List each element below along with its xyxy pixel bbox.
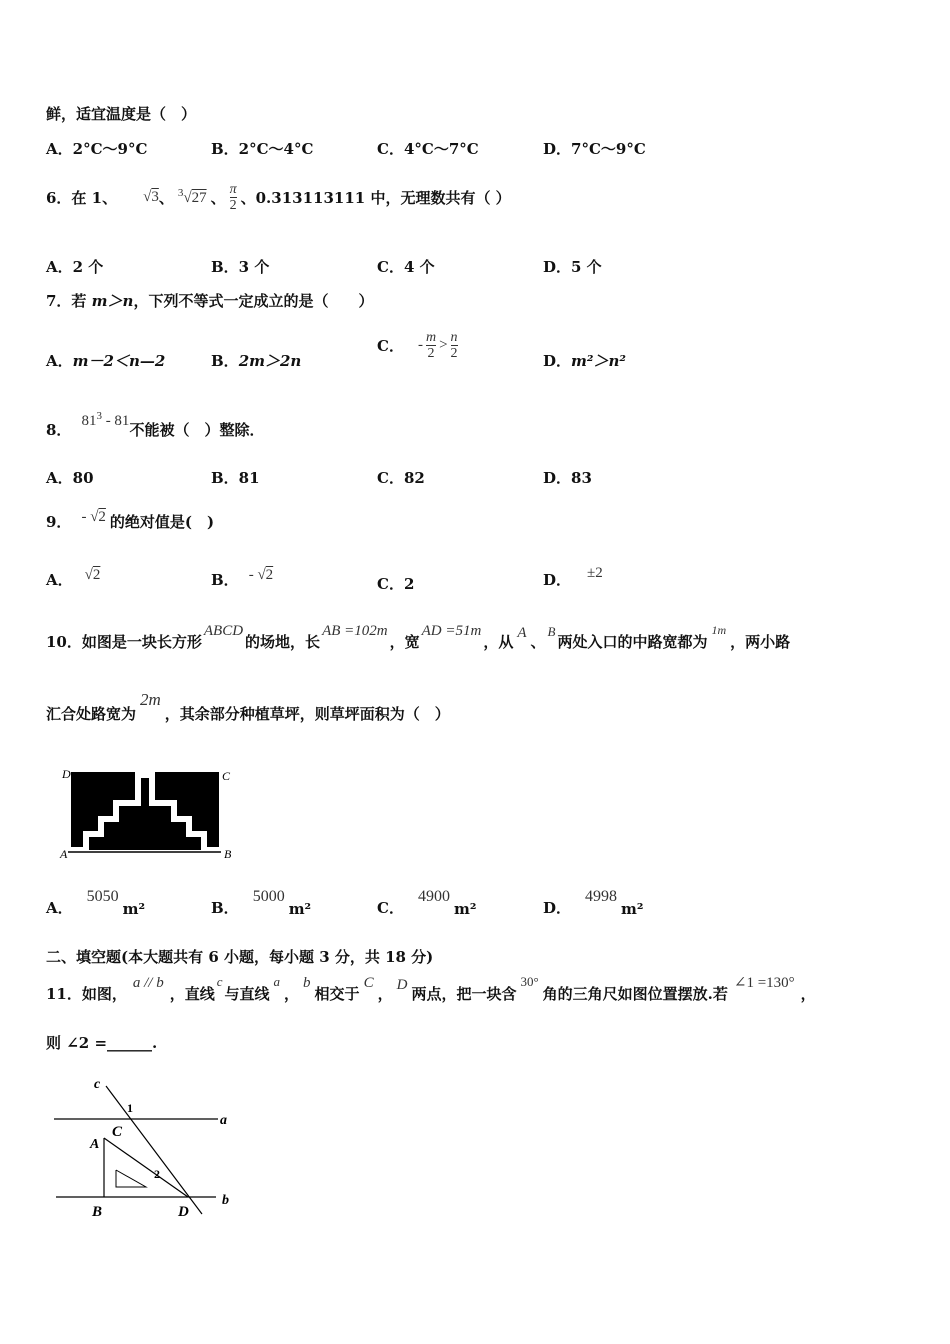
q11-figure-side-ad — [104, 1138, 188, 1197]
q8-number: 8． — [46, 421, 72, 439]
q10-ab-length: AB =102m — [322, 623, 388, 639]
q11-figure-label-c-line: c — [94, 1077, 101, 1092]
q8-option-a[interactable]: A．80 — [46, 469, 94, 487]
q11-line-b: b — [303, 975, 311, 991]
q7-stem: 7．若 m＞n，下列不等式一定成立的是（ ） — [46, 292, 374, 310]
q7-option-c-label: C． — [377, 336, 404, 355]
q10-option-a-label: A． — [46, 899, 73, 917]
q6-option-a[interactable]: A．2 个 — [46, 258, 104, 276]
q9-stem — [46, 500, 214, 532]
q9-option-d[interactable] — [543, 558, 603, 590]
q10-option-c[interactable] — [377, 884, 476, 918]
q7-option-c[interactable] — [377, 322, 458, 368]
q11-figure-label-b-point: B — [92, 1204, 103, 1220]
q11-figure-label-2: 2 — [154, 1167, 160, 1181]
q8-stem — [46, 408, 264, 440]
q11-text-9: ， — [800, 985, 816, 1003]
q9-option-c[interactable]: C．2 — [377, 575, 415, 593]
q9-option-b-label: B． — [211, 571, 239, 589]
q7-option-c-frac-m: $\frac{m}{2}$ — [425, 329, 437, 361]
q6-option-b[interactable]: B．3 个 — [211, 258, 270, 276]
q5-stem: 鲜，适宜温度是（ ） — [46, 105, 197, 123]
q6-stem — [46, 172, 511, 222]
q6-option-d[interactable]: D．5 个 — [543, 258, 602, 276]
q11-text-3: 与直线 — [224, 985, 270, 1003]
q8-stem-text: 不能被（ ）整除． — [129, 421, 265, 439]
q9-option-d-label: D． — [543, 571, 572, 589]
q9-option-b[interactable] — [211, 558, 273, 590]
q10-abcd: ABCD — [203, 623, 244, 639]
q10-figure — [58, 764, 243, 864]
q10-figure-label-c: C — [222, 769, 231, 783]
q11-text-1: 11．如图， — [46, 985, 127, 1003]
q11-text-4: ， — [284, 985, 300, 1003]
q10-option-a-value: 5050 — [86, 888, 119, 905]
q10-option-b-unit: m² — [288, 900, 312, 918]
q11-angle-30: 30° — [520, 974, 539, 989]
q11-angle-1: ∠1 =130° — [733, 975, 795, 991]
q10-figure-label-b: B — [224, 847, 232, 861]
q11-figure-inner-triangle — [116, 1170, 146, 1187]
q10-option-d-unit: m² — [621, 900, 644, 918]
q9-option-a[interactable] — [46, 558, 100, 590]
q10-text-5: 、 — [530, 633, 546, 651]
q5-option-a[interactable]: A．2°C～9°C — [46, 140, 148, 158]
q7-option-a[interactable]: A．m－2＜n—2 — [46, 352, 166, 370]
q7-option-c-frac-n: $\frac{n}{2}$ — [450, 329, 458, 361]
q10-option-b[interactable] — [211, 884, 311, 918]
q10-stem-line1 — [46, 612, 790, 652]
q5-option-b[interactable]: B．2°C～4°C — [211, 140, 314, 158]
q10-text-9: ，其余部分种植草坪，则草坪面积为（ ） — [164, 705, 450, 723]
q9-number: 9． — [46, 513, 72, 531]
q10-point-b: B — [547, 624, 556, 639]
q6-sep2: 、 — [210, 188, 226, 207]
q10-option-c-unit: m² — [453, 900, 477, 918]
q8-option-c[interactable]: C．82 — [377, 469, 425, 487]
q10-stem-line2 — [46, 688, 450, 724]
q11-text-2: ，直线 — [169, 985, 215, 1003]
q9-option-d-value: ±2 — [587, 565, 603, 581]
q10-option-c-value: 4900 — [417, 888, 450, 905]
q6-sqrt3: √3 — [143, 188, 159, 205]
q11-stem-line2: 则 ∠2 =______. — [46, 1034, 158, 1052]
q10-text-2: 的场地，长 — [245, 633, 321, 651]
q11-figure-label-a: a — [220, 1113, 227, 1128]
q10-text-1: 10．如图是一块长方形 — [46, 633, 202, 651]
q11-text-5: 相交于 — [314, 985, 360, 1003]
q7-option-c-gt: > — [439, 336, 448, 353]
q10-option-c-label: C． — [377, 899, 404, 917]
q6-sep1: 、 — [158, 188, 174, 207]
q10-figure-label-d: D — [62, 767, 71, 781]
q5-option-d[interactable]: D．7°C～9°C — [543, 140, 646, 158]
q11-figure-label-b: b — [222, 1193, 229, 1208]
q10-option-b-label: B． — [211, 899, 239, 917]
section-fill-in-title: 二、填空题(本大题共有 6 小题，每小题 3 分，共 18 分) — [46, 948, 434, 966]
q8-option-b[interactable]: B．81 — [211, 469, 260, 487]
q10-option-a[interactable] — [46, 884, 145, 918]
q9-expression: - √2 — [81, 509, 106, 525]
q10-option-a-unit: m² — [122, 900, 146, 918]
q6-stem-rest: 、0.313113111 中，无理数共有（ ） — [240, 188, 511, 207]
q9-option-a-value: √2 — [84, 567, 101, 583]
q10-ad-width: AD =51m — [421, 623, 482, 639]
q10-width-2m: 2m — [140, 690, 161, 709]
q6-cbrt27: $^3$√27 — [177, 187, 207, 206]
q11-figure-label-1: 1 — [127, 1101, 133, 1115]
q11-text-8: 角的三角尺如图位置摆放.若 — [542, 985, 728, 1003]
q10-point-a: A — [517, 625, 527, 641]
q10-text-3: ，宽 — [389, 633, 420, 651]
q11-point-c: C — [363, 975, 374, 991]
q9-option-b-value: - √2 — [248, 567, 274, 583]
q10-text-6: 两处入口的中路宽都为 — [557, 633, 708, 651]
q7-option-b[interactable]: B．2m＞2n — [211, 352, 302, 370]
q11-line-a: a — [273, 974, 281, 989]
q10-text-4: ，从 — [483, 633, 514, 651]
q6-number: 6．在 1、 — [46, 188, 118, 207]
q11-figure-label-a-point: A — [90, 1137, 100, 1152]
q9-option-a-label: A． — [46, 571, 73, 589]
q5-option-c[interactable]: C．4°C～7°C — [377, 140, 479, 158]
q11-parallel: a // b — [132, 975, 164, 991]
q6-option-c[interactable]: C．4 个 — [377, 258, 435, 276]
q10-option-d[interactable] — [543, 884, 643, 918]
q10-option-d-label: D． — [543, 899, 572, 917]
q11-figure — [50, 1072, 250, 1222]
q10-text-7: ，两小路 — [730, 633, 791, 651]
q11-figure-label-d-point: D — [178, 1204, 189, 1220]
q11-line-c: c — [216, 974, 223, 989]
q10-width-1m: 1m — [711, 623, 727, 637]
q9-stem-text: 的绝对值是( ) — [109, 513, 215, 531]
q11-text-6: ， — [377, 985, 393, 1003]
q11-point-d: D — [396, 977, 408, 993]
q8-option-d[interactable]: D．83 — [543, 469, 592, 487]
q7-option-d[interactable]: D．m²＞n² — [543, 352, 626, 370]
q10-option-d-value: 4998 — [585, 888, 618, 905]
q10-option-b-value: 5000 — [252, 888, 285, 905]
q8-expression: $81^3 - 81$ — [81, 410, 130, 429]
q11-figure-label-c-point: C — [112, 1124, 123, 1140]
q6-pi-over-2: $\frac{\pi}{2}$ — [229, 181, 237, 213]
q10-figure-label-a: A — [60, 847, 68, 861]
q10-figure-gap — [140, 764, 150, 778]
q10-text-8: 汇合处路宽为 — [46, 705, 137, 723]
q11-text-7: 两点，把一块含 — [411, 985, 517, 1003]
q11-stem-line1 — [46, 966, 816, 1004]
q7-option-c-minus: - — [417, 336, 423, 353]
